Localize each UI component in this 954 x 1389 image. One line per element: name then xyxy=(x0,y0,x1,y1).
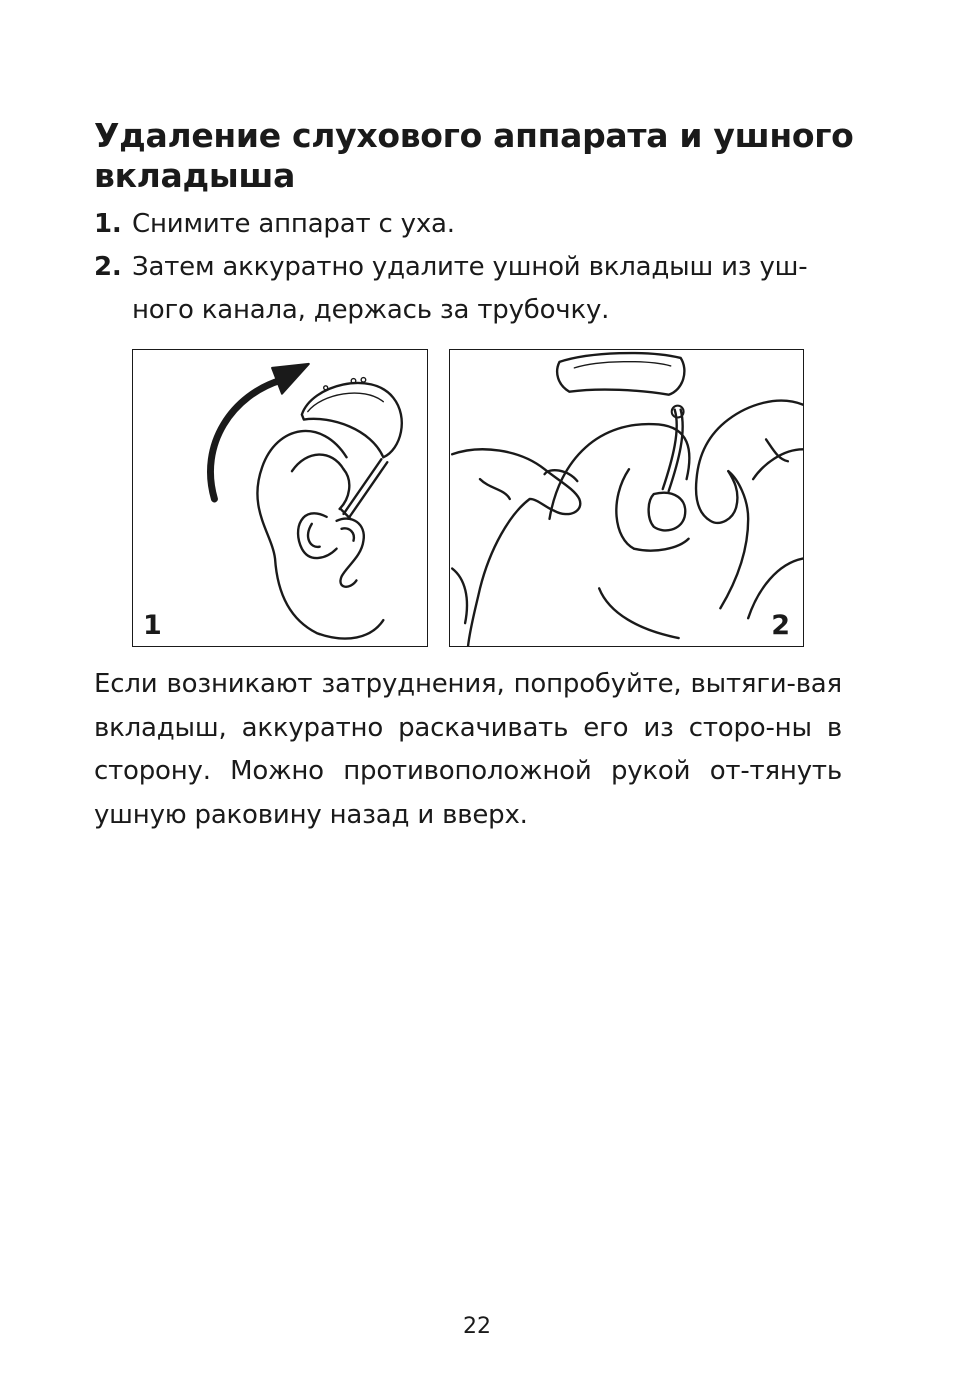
hand-earmold-illustration xyxy=(450,350,803,646)
step-text: Затем аккуратно удалите ушной вкладыш из уш-ного канала, держась за трубочку. xyxy=(132,252,808,325)
step-2 xyxy=(94,246,854,332)
hearing-aid-body xyxy=(302,383,402,457)
hearing-aid-tube xyxy=(663,410,677,489)
step-text: Снимите аппарат с уха. xyxy=(132,209,455,239)
step-number: 2. xyxy=(94,252,122,282)
figure-remove-earmold xyxy=(449,349,804,647)
page-number: 22 xyxy=(463,1314,491,1339)
earmold xyxy=(649,493,686,531)
instruction-steps xyxy=(94,203,854,332)
ear-hearing-aid-illustration xyxy=(133,350,427,646)
arrow-head-icon xyxy=(272,364,309,394)
hearing-aid-body xyxy=(557,353,684,395)
figure-remove-device xyxy=(132,349,428,647)
step-1 xyxy=(94,203,854,246)
curved-arrow-icon xyxy=(210,380,282,499)
step-number: 1. xyxy=(94,209,122,239)
troubleshooting-note: Если возникают затруднения, попробуйте, вытяги-вая вкладыш, аккуратно раскачивать его из сторо-ны в сторону. Можно противоположной рукой от-тянуть ушную раковину назад и вверх. xyxy=(94,669,842,830)
figure-label: 1 xyxy=(143,610,162,641)
page-heading: Удаление слухового аппарата и ушного вкладыша xyxy=(94,116,854,195)
figure-label: 2 xyxy=(771,610,790,641)
